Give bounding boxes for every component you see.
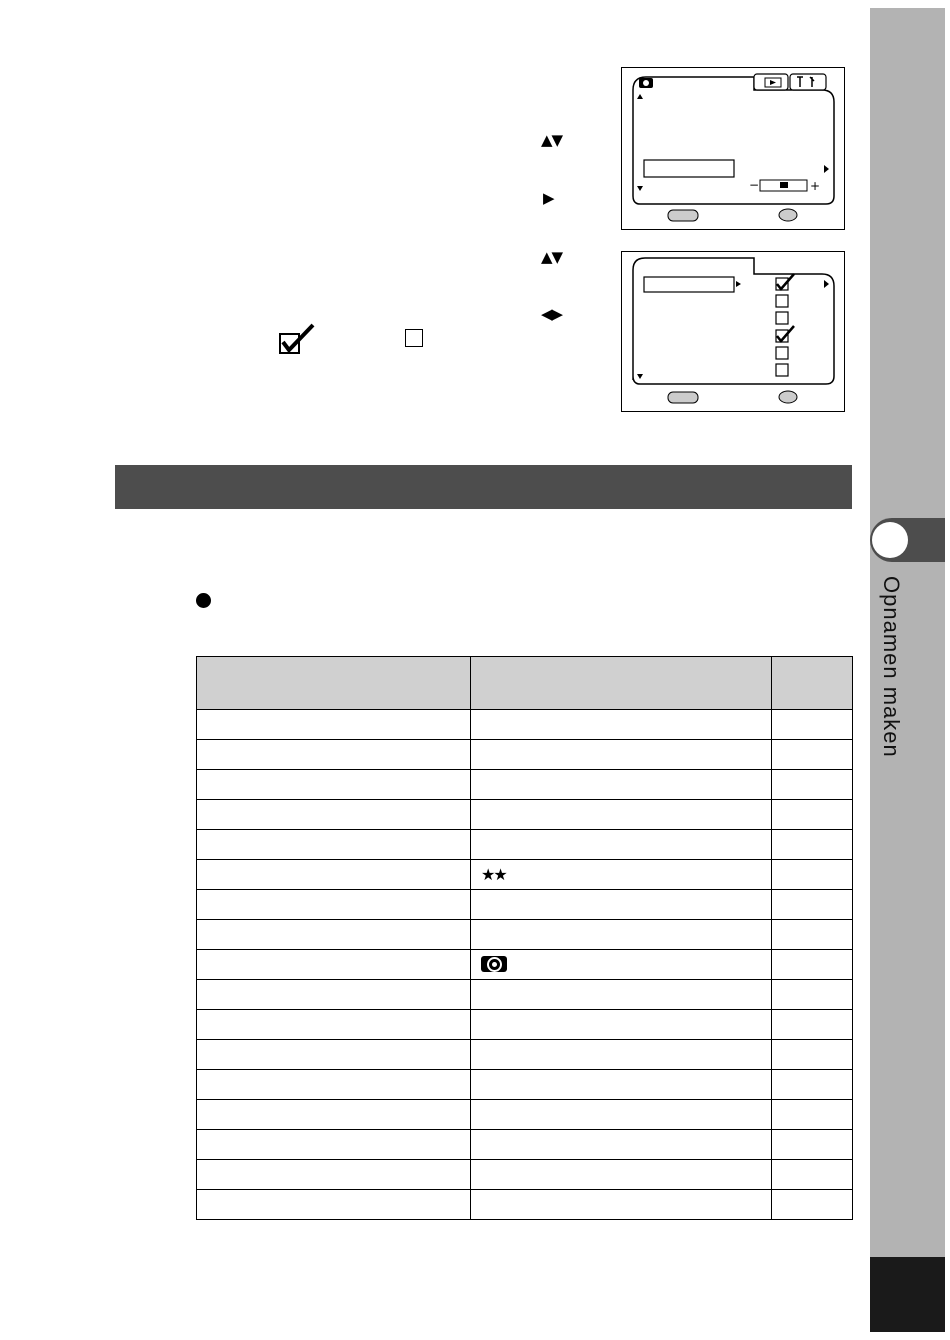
table-cell	[197, 770, 471, 800]
table-row	[197, 1100, 853, 1130]
chapter-number-circle	[872, 522, 908, 558]
table-cell	[471, 830, 772, 860]
table-cell: ★★	[471, 860, 772, 890]
svg-text:−: −	[749, 178, 760, 192]
table-row	[197, 1190, 853, 1220]
table-cell	[772, 1010, 853, 1040]
table-header-row	[197, 657, 853, 710]
checkbox-checked-icon	[279, 323, 315, 355]
table-row	[197, 1160, 853, 1190]
table-cell	[772, 800, 853, 830]
table-cell	[772, 860, 853, 890]
table-cell	[197, 740, 471, 770]
table-cell	[197, 1130, 471, 1160]
page-number-block	[870, 1257, 945, 1332]
table-cell	[772, 770, 853, 800]
table-row	[197, 1040, 853, 1070]
table-row	[197, 710, 853, 740]
up-down-arrow-icon: ▲▼	[541, 248, 563, 266]
table-row	[197, 740, 853, 770]
table-cell	[471, 770, 772, 800]
table-row	[197, 920, 853, 950]
checkbox-column	[776, 274, 794, 376]
metering-icon	[481, 956, 507, 972]
table-row	[197, 1070, 853, 1100]
table-cell	[471, 1040, 772, 1070]
table-cell	[471, 980, 772, 1010]
table-row	[197, 890, 853, 920]
table-cell	[197, 1190, 471, 1220]
table-cell	[772, 950, 853, 980]
table-cell	[471, 710, 772, 740]
bullet-icon	[196, 593, 211, 608]
table-cell	[772, 1190, 853, 1220]
table-cell	[197, 830, 471, 860]
table-cell	[772, 710, 853, 740]
table-cell	[471, 890, 772, 920]
table-cell	[471, 920, 772, 950]
table-row	[197, 830, 853, 860]
table-cell	[197, 950, 471, 980]
table-cell	[471, 740, 772, 770]
table-cell	[471, 1160, 772, 1190]
table-cell	[772, 1070, 853, 1100]
table-cell	[471, 1190, 772, 1220]
table-row	[197, 950, 853, 980]
right-arrow-icon: ▶	[543, 189, 554, 207]
table-cell	[471, 1130, 772, 1160]
table-row	[197, 980, 853, 1010]
table-cell	[197, 860, 471, 890]
table-row	[197, 1010, 853, 1040]
table-cell	[197, 1010, 471, 1040]
table-cell	[197, 920, 471, 950]
up-down-arrow-icon: ▲▼	[541, 131, 563, 149]
table-cell	[471, 800, 772, 830]
table-cell	[197, 890, 471, 920]
table-cell	[197, 800, 471, 830]
table-cell	[197, 710, 471, 740]
table-cell	[772, 1040, 853, 1070]
table-cell	[772, 980, 853, 1010]
table-row	[197, 1130, 853, 1160]
table-cell	[772, 1130, 853, 1160]
checkbox-empty-icon	[405, 329, 423, 347]
table-cell	[197, 1100, 471, 1130]
table-cell	[197, 1160, 471, 1190]
table-row	[197, 860, 853, 890]
left-right-arrow-icon: ◀▶	[541, 305, 563, 323]
table-cell	[197, 1070, 471, 1100]
table-header-cell	[471, 657, 772, 710]
option-list-screen	[621, 251, 845, 412]
table-cell	[471, 950, 772, 980]
camera-menu-screen	[621, 67, 845, 230]
table-cell	[197, 1040, 471, 1070]
table-cell	[772, 890, 853, 920]
svg-text:+: +	[810, 179, 821, 193]
table-cell	[471, 1010, 772, 1040]
chapter-label: Opnamen maken	[879, 576, 904, 758]
table-header-cell	[772, 657, 853, 710]
settings-table	[196, 656, 853, 1220]
table-cell	[471, 1070, 772, 1100]
section-heading-bar	[115, 465, 852, 509]
table-cell	[772, 830, 853, 860]
table-cell	[471, 1100, 772, 1130]
table-cell	[772, 920, 853, 950]
table-cell	[772, 1100, 853, 1130]
table-cell	[772, 1160, 853, 1190]
table-header-cell	[197, 657, 471, 710]
table-row	[197, 770, 853, 800]
table-cell	[772, 740, 853, 770]
table-row	[197, 800, 853, 830]
table-cell	[197, 980, 471, 1010]
